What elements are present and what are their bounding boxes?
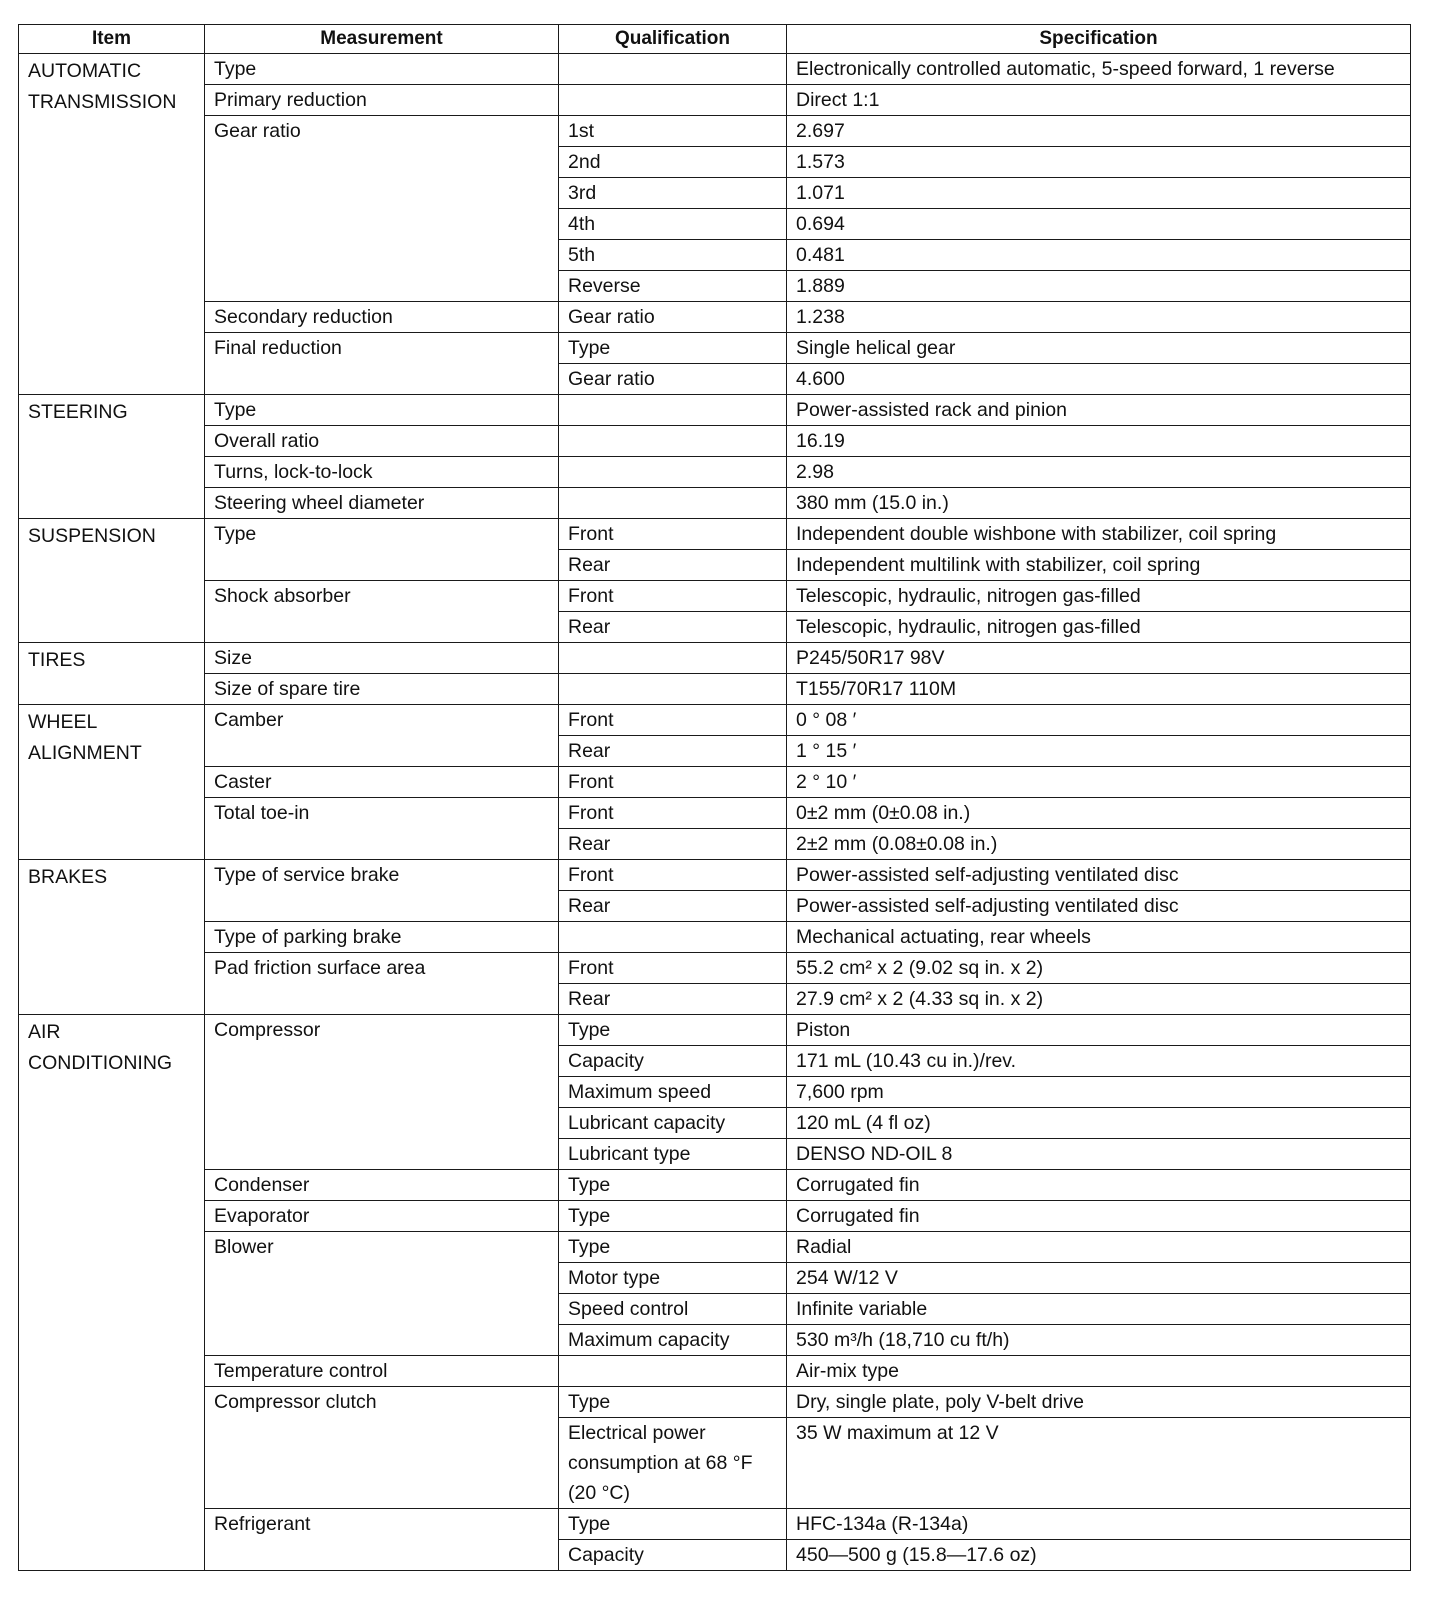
qualification-cell: Type	[559, 333, 787, 364]
qualification-cell	[559, 922, 787, 953]
measurement-cell: Primary reduction	[205, 85, 559, 116]
table-row	[19, 519, 1411, 550]
measurement-cell: Steering wheel diameter	[205, 488, 559, 519]
qualification-cell: Motor type	[559, 1263, 787, 1294]
table-row	[19, 1356, 1411, 1387]
qualification-cell	[559, 54, 787, 85]
qualification-cell	[559, 1356, 787, 1387]
specifications-table	[18, 24, 1411, 1571]
specification-cell: Dry, single plate, poly V-belt drive	[787, 1387, 1411, 1418]
qualification-cell	[559, 85, 787, 116]
specification-cell: 16.19	[787, 426, 1411, 457]
specification-cell: 2±2 mm (0.08±0.08 in.)	[787, 829, 1411, 860]
measurement-cell: Gear ratio	[205, 116, 559, 302]
item-cell: AIR CONDITIONING	[19, 1015, 205, 1571]
specification-cell: Air-mix type	[787, 1356, 1411, 1387]
measurement-cell: Pad friction surface area	[205, 953, 559, 1015]
measurement-cell: Camber	[205, 705, 559, 767]
table-row	[19, 333, 1411, 364]
measurement-cell: Turns, lock-to-lock	[205, 457, 559, 488]
qualification-cell: Front	[559, 581, 787, 612]
table-row	[19, 1015, 1411, 1046]
table-row	[19, 54, 1411, 85]
table-row	[19, 674, 1411, 705]
item-cell: TIRES	[19, 643, 205, 705]
qualification-cell: Rear	[559, 829, 787, 860]
table-row	[19, 1387, 1411, 1418]
specification-cell: 254 W/12 V	[787, 1263, 1411, 1294]
qualification-cell: Front	[559, 519, 787, 550]
specification-cell: 2.98	[787, 457, 1411, 488]
table-row	[19, 1170, 1411, 1201]
table-row	[19, 643, 1411, 674]
table-row	[19, 1232, 1411, 1263]
specification-cell: T155/70R17 110M	[787, 674, 1411, 705]
specification-cell: Power-assisted self-adjusting ventilated disc	[787, 860, 1411, 891]
specification-cell: Mechanical actuating, rear wheels	[787, 922, 1411, 953]
table-row	[19, 860, 1411, 891]
qualification-cell: Reverse	[559, 271, 787, 302]
table-row	[19, 705, 1411, 736]
qualification-cell: 2nd	[559, 147, 787, 178]
specification-cell: P245/50R17 98V	[787, 643, 1411, 674]
specification-cell: Independent multilink with stabilizer, coil spring	[787, 550, 1411, 581]
specification-cell: Telescopic, hydraulic, nitrogen gas-filled	[787, 581, 1411, 612]
qualification-cell: Gear ratio	[559, 364, 787, 395]
measurement-cell: Evaporator	[205, 1201, 559, 1232]
qualification-cell: Rear	[559, 984, 787, 1015]
specification-cell: 2.697	[787, 116, 1411, 147]
measurement-cell: Size of spare tire	[205, 674, 559, 705]
measurement-cell: Type of service brake	[205, 860, 559, 922]
qualification-cell	[559, 488, 787, 519]
specification-cell: 4.600	[787, 364, 1411, 395]
measurement-cell: Condenser	[205, 1170, 559, 1201]
table-row	[19, 457, 1411, 488]
specification-cell: 380 mm (15.0 in.)	[787, 488, 1411, 519]
qualification-cell: Maximum capacity	[559, 1325, 787, 1356]
specification-cell: 1.889	[787, 271, 1411, 302]
specification-cell: 7,600 rpm	[787, 1077, 1411, 1108]
specification-cell: Infinite variable	[787, 1294, 1411, 1325]
specification-cell: 1 ° 15 ′	[787, 736, 1411, 767]
specification-cell: Power-assisted self-adjusting ventilated disc	[787, 891, 1411, 922]
measurement-cell: Type	[205, 395, 559, 426]
table-row	[19, 767, 1411, 798]
specification-cell: Piston	[787, 1015, 1411, 1046]
specification-cell: Power-assisted rack and pinion	[787, 395, 1411, 426]
table-row	[19, 1201, 1411, 1232]
qualification-cell	[559, 457, 787, 488]
specification-cell: 1.573	[787, 147, 1411, 178]
qualification-cell: Maximum speed	[559, 1077, 787, 1108]
qualification-cell: Front	[559, 705, 787, 736]
qualification-cell: 1st	[559, 116, 787, 147]
specification-cell: 530 m³/h (18,710 cu ft/h)	[787, 1325, 1411, 1356]
qualification-cell: Front	[559, 860, 787, 891]
specification-cell: Corrugated fin	[787, 1201, 1411, 1232]
qualification-cell: Lubricant type	[559, 1139, 787, 1170]
header-item: Item	[19, 25, 205, 54]
specification-cell: 2 ° 10 ′	[787, 767, 1411, 798]
table-body	[19, 54, 1411, 1571]
qualification-cell: Type	[559, 1201, 787, 1232]
qualification-cell: Rear	[559, 612, 787, 643]
qualification-cell: Capacity	[559, 1046, 787, 1077]
item-cell: SUSPENSION	[19, 519, 205, 643]
qualification-cell: Rear	[559, 891, 787, 922]
qualification-cell: Speed control	[559, 1294, 787, 1325]
measurement-cell: Refrigerant	[205, 1509, 559, 1571]
qualification-cell: Type	[559, 1387, 787, 1418]
item-cell: BRAKES	[19, 860, 205, 1015]
specification-cell: 0±2 mm (0±0.08 in.)	[787, 798, 1411, 829]
specification-cell: 27.9 cm² x 2 (4.33 sq in. x 2)	[787, 984, 1411, 1015]
qualification-cell: Rear	[559, 550, 787, 581]
qualification-cell: Capacity	[559, 1540, 787, 1571]
qualification-cell: Front	[559, 798, 787, 829]
spec-sheet	[18, 24, 1410, 1571]
specification-cell: Electronically controlled automatic, 5-speed forward, 1 reverse	[787, 54, 1411, 85]
specification-cell: 450—500 g (15.8—17.6 oz)	[787, 1540, 1411, 1571]
specification-cell: Corrugated fin	[787, 1170, 1411, 1201]
measurement-cell: Shock absorber	[205, 581, 559, 643]
qualification-cell	[559, 426, 787, 457]
qualification-cell: Front	[559, 953, 787, 984]
specification-cell: 35 W maximum at 12 V	[787, 1418, 1411, 1509]
specification-cell: Radial	[787, 1232, 1411, 1263]
measurement-cell: Total toe-in	[205, 798, 559, 860]
specification-cell: Telescopic, hydraulic, nitrogen gas-filled	[787, 612, 1411, 643]
table-row	[19, 488, 1411, 519]
qualification-cell: Type	[559, 1170, 787, 1201]
qualification-cell: Lubricant capacity	[559, 1108, 787, 1139]
table-row	[19, 922, 1411, 953]
qualification-cell: Type	[559, 1232, 787, 1263]
table-row	[19, 798, 1411, 829]
qualification-cell: Gear ratio	[559, 302, 787, 333]
specification-cell: Direct 1:1	[787, 85, 1411, 116]
qualification-cell: 4th	[559, 209, 787, 240]
measurement-cell: Type	[205, 519, 559, 581]
qualification-cell: Rear	[559, 736, 787, 767]
measurement-cell: Compressor clutch	[205, 1387, 559, 1509]
specification-cell: 1.071	[787, 178, 1411, 209]
measurement-cell: Blower	[205, 1232, 559, 1356]
specification-cell: 0 ° 08 ′	[787, 705, 1411, 736]
table-row	[19, 116, 1411, 147]
table-row	[19, 1509, 1411, 1540]
specification-cell: 1.238	[787, 302, 1411, 333]
measurement-cell: Temperature control	[205, 1356, 559, 1387]
measurement-cell: Caster	[205, 767, 559, 798]
header-measurement: Measurement	[205, 25, 559, 54]
qualification-cell: 5th	[559, 240, 787, 271]
measurement-cell: Secondary reduction	[205, 302, 559, 333]
measurement-cell: Overall ratio	[205, 426, 559, 457]
qualification-cell	[559, 395, 787, 426]
table-row	[19, 302, 1411, 333]
header-specification: Specification	[787, 25, 1411, 54]
table-row	[19, 581, 1411, 612]
specification-cell: DENSO ND-OIL 8	[787, 1139, 1411, 1170]
qualification-cell: Front	[559, 767, 787, 798]
specification-cell: Independent double wishbone with stabilizer, coil spring	[787, 519, 1411, 550]
specification-cell: 55.2 cm² x 2 (9.02 sq in. x 2)	[787, 953, 1411, 984]
table-row	[19, 85, 1411, 116]
measurement-cell: Type	[205, 54, 559, 85]
measurement-cell: Final reduction	[205, 333, 559, 395]
header-qualification: Qualification	[559, 25, 787, 54]
item-cell: WHEEL ALIGNMENT	[19, 705, 205, 860]
qualification-cell: 3rd	[559, 178, 787, 209]
specification-cell: 120 mL (4 fl oz)	[787, 1108, 1411, 1139]
qualification-cell	[559, 643, 787, 674]
item-cell: STEERING	[19, 395, 205, 519]
specification-cell: HFC-134a (R-134a)	[787, 1509, 1411, 1540]
measurement-cell: Type of parking brake	[205, 922, 559, 953]
specification-cell: 0.694	[787, 209, 1411, 240]
specification-cell: 171 mL (10.43 cu in.)/rev.	[787, 1046, 1411, 1077]
item-cell: AUTOMATIC TRANSMISSION	[19, 54, 205, 395]
qualification-cell: Electrical power consumption at 68 °F (20 °C)	[559, 1418, 787, 1509]
table-row	[19, 395, 1411, 426]
measurement-cell: Compressor	[205, 1015, 559, 1170]
qualification-cell: Type	[559, 1015, 787, 1046]
header-row	[19, 25, 1411, 54]
qualification-cell	[559, 674, 787, 705]
qualification-cell: Type	[559, 1509, 787, 1540]
specification-cell: Single helical gear	[787, 333, 1411, 364]
measurement-cell: Size	[205, 643, 559, 674]
specification-cell: 0.481	[787, 240, 1411, 271]
table-row	[19, 426, 1411, 457]
table-row	[19, 953, 1411, 984]
